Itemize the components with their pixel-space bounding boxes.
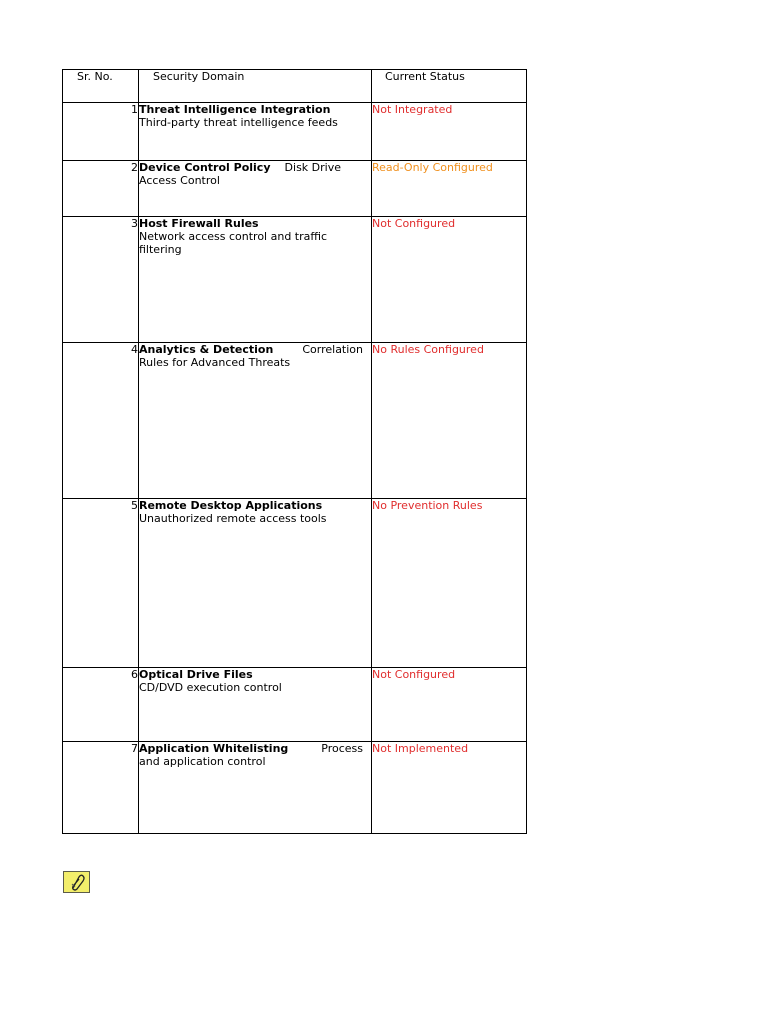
security-domain-cell bbox=[139, 103, 372, 161]
domain-description: Unauthorized remote access tools bbox=[139, 512, 327, 525]
domain-description: Network access control and traffic filtering bbox=[139, 230, 328, 256]
header-current-status: Current Status bbox=[372, 70, 527, 103]
row-number: 3 bbox=[63, 217, 139, 343]
domain-description: CD/DVD execution control bbox=[139, 681, 282, 694]
domain-inline-text: Correlation bbox=[302, 343, 363, 356]
security-domain-cell bbox=[139, 343, 372, 499]
security-domain-cell bbox=[139, 668, 372, 742]
domain-title: Analytics & Detection bbox=[139, 343, 274, 356]
domain-title: Device Control Policy bbox=[139, 161, 271, 174]
status-cell: Read-Only Configured bbox=[372, 161, 527, 217]
row-number: 4 bbox=[63, 343, 139, 499]
security-domain-cell bbox=[139, 161, 372, 217]
domain-description: Access Control bbox=[139, 174, 220, 187]
status-cell: Not Integrated bbox=[372, 103, 527, 161]
row-number: 1 bbox=[63, 103, 139, 161]
table-header-row bbox=[63, 70, 527, 103]
domain-inline-text: Disk Drive bbox=[284, 161, 341, 174]
domain-title: Host Firewall Rules bbox=[139, 217, 259, 230]
row-number: 6 bbox=[63, 668, 139, 742]
domain-description: Third-party threat intelligence feeds bbox=[139, 116, 338, 129]
status-cell: Not Configured bbox=[372, 217, 527, 343]
security-status-table bbox=[62, 69, 527, 834]
table-row bbox=[63, 742, 527, 834]
table-row bbox=[63, 103, 527, 161]
status-cell: No Prevention Rules bbox=[372, 499, 527, 668]
status-cell: Not Implemented bbox=[372, 742, 527, 834]
security-domain-cell bbox=[139, 742, 372, 834]
attachment-icon[interactable] bbox=[63, 871, 90, 893]
security-domain-cell bbox=[139, 499, 372, 668]
domain-description: and application control bbox=[139, 755, 266, 768]
table-row bbox=[63, 668, 527, 742]
status-cell: Not Configured bbox=[372, 668, 527, 742]
row-number: 2 bbox=[63, 161, 139, 217]
header-sr-no: Sr. No. bbox=[63, 70, 139, 103]
domain-inline-text: Process bbox=[321, 742, 363, 755]
domain-title: Remote Desktop Applications bbox=[139, 499, 323, 512]
table-row bbox=[63, 343, 527, 499]
status-cell: No Rules Configured bbox=[372, 343, 527, 499]
domain-title: Optical Drive Files bbox=[139, 668, 253, 681]
domain-description: Rules for Advanced Threats bbox=[139, 356, 291, 369]
security-domain-cell bbox=[139, 217, 372, 343]
header-security-domain: Security Domain bbox=[139, 70, 372, 103]
table-row bbox=[63, 499, 527, 668]
table-row bbox=[63, 161, 527, 217]
row-number: 7 bbox=[63, 742, 139, 834]
table-row bbox=[63, 217, 527, 343]
domain-title: Threat Intelligence Integration bbox=[139, 103, 331, 116]
domain-title: Application Whitelisting bbox=[139, 742, 289, 755]
row-number: 5 bbox=[63, 499, 139, 668]
